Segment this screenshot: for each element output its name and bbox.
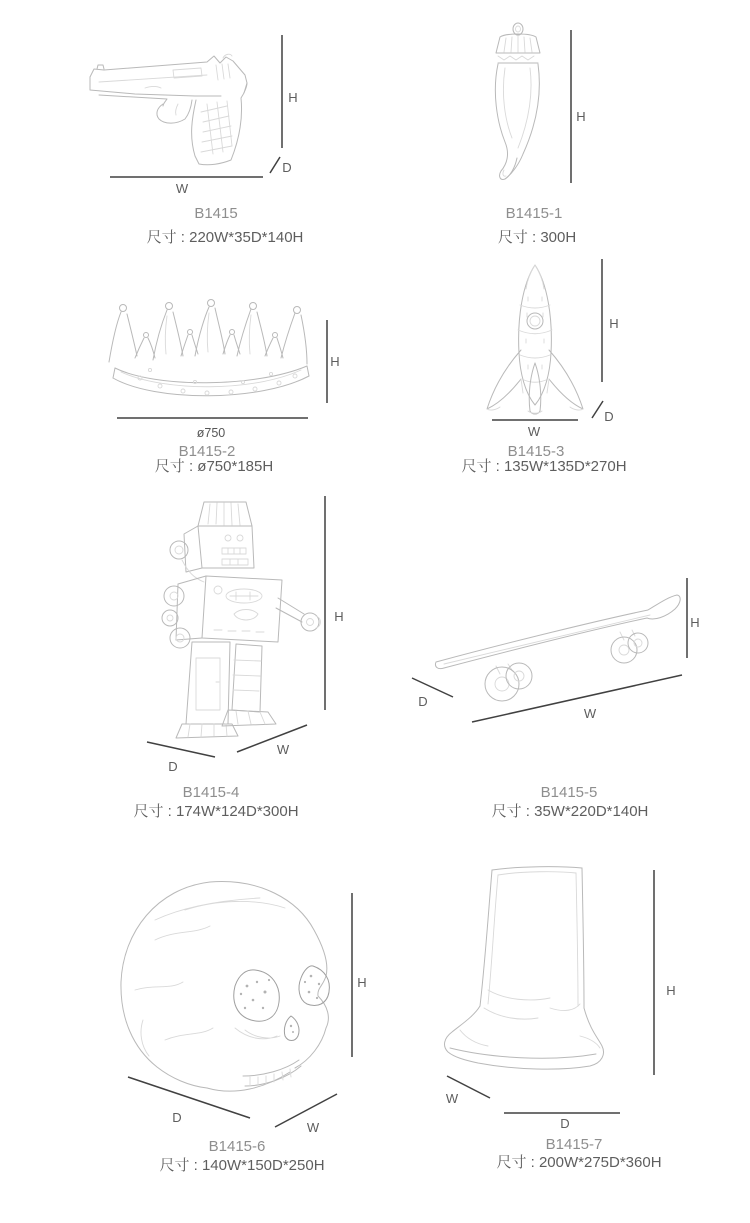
depth-label: D (172, 1110, 182, 1125)
robot-diagram (130, 490, 370, 785)
product-size: 尺寸 : ø750*185H (154, 458, 274, 475)
height-label: H (357, 975, 367, 990)
product-size: 尺寸 : 300H (497, 229, 577, 246)
width-label: W (276, 742, 290, 757)
width-label: W (527, 424, 541, 439)
product-cell-b1415-6 (95, 860, 375, 1145)
product-code: B1415-3 (507, 443, 565, 460)
product-size: 尺寸 : 174W*124D*300H (133, 803, 299, 820)
product-code: B1415-5 (540, 784, 598, 801)
depth-dimension-line (147, 742, 215, 757)
boot-sketch-icon (445, 867, 604, 1069)
product-code: B1415 (194, 205, 238, 222)
depth-label: D (282, 160, 292, 175)
product-size: 尺寸 : 35W*220D*140H (491, 803, 649, 820)
product-code: B1415-7 (545, 1136, 603, 1153)
depth-label: D (560, 1116, 570, 1131)
crown-diagram (95, 290, 355, 445)
product-cell-b1415-3 (440, 255, 640, 445)
height-label: H (576, 109, 586, 124)
depth-label: D (168, 759, 178, 774)
width-label: W (445, 1091, 459, 1106)
rocket-sketch-icon (487, 265, 583, 414)
height-label: H (334, 609, 344, 624)
dimension-lines (492, 259, 619, 439)
width-label: W (175, 181, 189, 196)
horn-diagram (460, 20, 640, 205)
width-dimension-line (237, 725, 307, 752)
height-label: H (690, 615, 700, 630)
product-cell-b1415-1 (460, 20, 640, 205)
pistol-diagram (75, 20, 315, 205)
width-label: W (306, 1120, 320, 1135)
height-label: H (666, 983, 676, 998)
product-cell-b1415-7 (430, 858, 720, 1148)
product-size: 尺寸 : 140W*150D*250H (159, 1157, 325, 1174)
width-label: W (583, 706, 597, 721)
dimension-lines (110, 35, 298, 196)
boot-diagram (430, 858, 720, 1148)
pistol-sketch-icon (90, 54, 247, 165)
product-code: B1415-2 (178, 443, 236, 460)
depth-dimension-line (128, 1077, 250, 1118)
diameter-label: ø750 (196, 426, 226, 440)
height-label: H (330, 354, 340, 369)
product-size: 尺寸 : 135W*135D*270H (461, 458, 627, 475)
crown-sketch-icon (109, 300, 309, 396)
product-cell-b1415-4 (130, 490, 370, 785)
skateboard-sketch-icon (435, 595, 680, 701)
skateboard-diagram (400, 560, 720, 745)
dimension-lines (128, 893, 367, 1135)
height-label: H (288, 90, 298, 105)
product-code: B1415-4 (182, 784, 240, 801)
depth-label: D (418, 694, 428, 709)
product-code: B1415-1 (505, 205, 563, 222)
product-size: 尺寸 : 220W*35D*140H (146, 229, 304, 246)
product-size: 尺寸 : 200W*275D*360H (496, 1154, 662, 1171)
italian-horn-sketch-icon (495, 23, 540, 179)
depth-label: D (604, 409, 614, 424)
width-dimension-line (472, 675, 682, 722)
product-cell-b1415 (75, 20, 315, 205)
product-code: B1415-6 (208, 1138, 266, 1155)
rocket-diagram (440, 255, 640, 445)
product-cell-b1415-5 (400, 560, 720, 745)
robot-sketch-icon (162, 502, 321, 738)
depth-dimension-line (592, 401, 603, 418)
dimension-lines (412, 578, 700, 722)
product-cell-b1415-2 (95, 290, 355, 445)
depth-dimension-line (270, 157, 280, 173)
height-label: H (609, 316, 619, 331)
skull-diagram (95, 860, 375, 1145)
dimension-lines (571, 30, 586, 183)
skull-sketch-icon (121, 882, 329, 1092)
